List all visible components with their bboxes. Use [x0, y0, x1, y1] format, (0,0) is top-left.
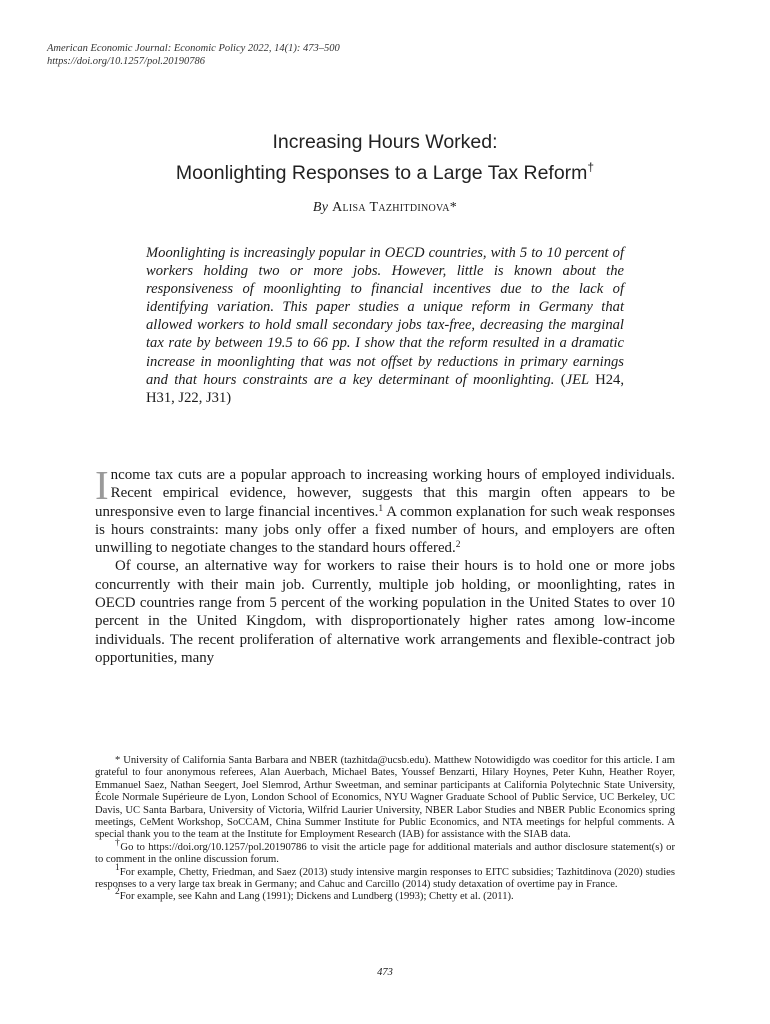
footnote-ref-2[interactable]: 2 [455, 540, 461, 551]
jel-label: JEL [565, 371, 589, 388]
journal-header [47, 42, 340, 68]
body-paragraph-1: Income tax cuts are a popular approach to increasing working hours of employed individuals. Recent empirical evidence, however, suggests that this margin often appears to be unresponsive even to large financial incentives.$^1$ A common explanation for such weak responses is hours constraints: many jobs only offer a fixed number of hours, and employers are often unwilling to negotiate changes to the standard hours offered.$^2$ [95, 462, 675, 557]
title-line-2: Moonlighting Responses to a Large Tax Reform† [175, 160, 595, 184]
drop-cap: I [95, 462, 109, 508]
jel-codes: H24, H31, J22, J31) [146, 371, 624, 406]
body-paragraph-2: Of course, an alternative way for workers to raise their hours is to hold one or more jobs concurrently with their main job. Currently, multiple job holding, or moonlighting, rates in OECD countries range from 5 percent of the working population in the United States to over 10 percent in the United Kingdom, with disproportionately higher rates among low-income individuals. The recent proliferation of alternative work arrangements and flexible-contract job opportunities, many [95, 558, 675, 666]
doi-link[interactable]: https://doi.org/10.1257/pol.20190786 [47, 56, 205, 67]
footnote-dagger: †Go to https://doi.org/10.1257/pol.20190786 to visit the article page for additional materials and author disclosure statement(s) or to comment in the online discussion forum. [95, 837, 675, 866]
footnote-2: $^2$For example, see Kahn and Lang (1991); Dickens and Lundberg (1993); Chetty et al. (2011). [115, 887, 514, 903]
footnote-ref-1[interactable]: 1 [378, 503, 384, 514]
article-title [95, 130, 675, 186]
author-name: Alisa Tazhitdinova* [332, 200, 458, 215]
footnotes [95, 755, 675, 904]
jel-open: ( [560, 371, 566, 388]
page-number: 473 [377, 967, 393, 978]
abstract [146, 244, 624, 407]
footnote-1: $^1$For example, Chetty, Friedman, and Saez (2013) study intensive margin responses to EITC subsidies; Tazhitdinova (2020) studies responses to a very large tax break in Germany; and Cahuc and Carcillo (2014) study detaxation of overtime pay in France. [95, 862, 675, 891]
title-line-1: Increasing Hours Worked: [272, 131, 498, 153]
abstract-text: Moonlighting is increasingly popular in OECD countries, with 5 to 10 percent of workers holding two or more jobs. However, little is known about the responsiveness of moonlighting to financial incentives due to the lack of identifying variation. This paper studies a unique reform in Germany that allowed workers to hold small secondary jobs tax-free, decreasing the marginal tax rate by between 19.5 to 66 pp. I show that the reform resulted in a dramatic increase in moonlighting that was not offset by reductions in primary earnings and that hours constraints are a key determinant of moonlighting. [146, 245, 624, 388]
byline-by: By [312, 200, 329, 215]
footnote-star: * University of California Santa Barbara and NBER (tazhitda@ucsb.edu). Matthew Notowidigdo was coeditor for this article. I am grateful to four anonymous referees, Alan Auerbach, Michael Bates, Youssef Benzarti, Hilary Hoynes, Peter Kuhn, Heather Royer, Emmanuel Saez, Nathan Seegert, Joel Slemrod, Arthur Sweetman, and seminar participants at California Polytechnic State University, École Normale Supérieure de Lyon, London School of Economics, NYU Wagner Graduate School of Public Service, UC Berkeley, UC Davis, UC Santa Barbara, University of Victoria, Wilfrid Laurier University, NBER Labor Studies and NBER Public Economics spring meetings, CeMent Workshop, SoCCAM, China Summer Institute for Public Economics, and NTA meetings for helpful comments. A special thank you to the team at the Institute for Employment Research (IAB) for assistance with the SIAB data. [95, 755, 675, 841]
article-body [95, 462, 675, 667]
title-dagger-mark[interactable]: † [587, 160, 595, 174]
journal-citation: American Economic Journal: Economic Policy 2022, 14(1): 473–500 [47, 43, 340, 54]
author-byline [95, 200, 675, 216]
